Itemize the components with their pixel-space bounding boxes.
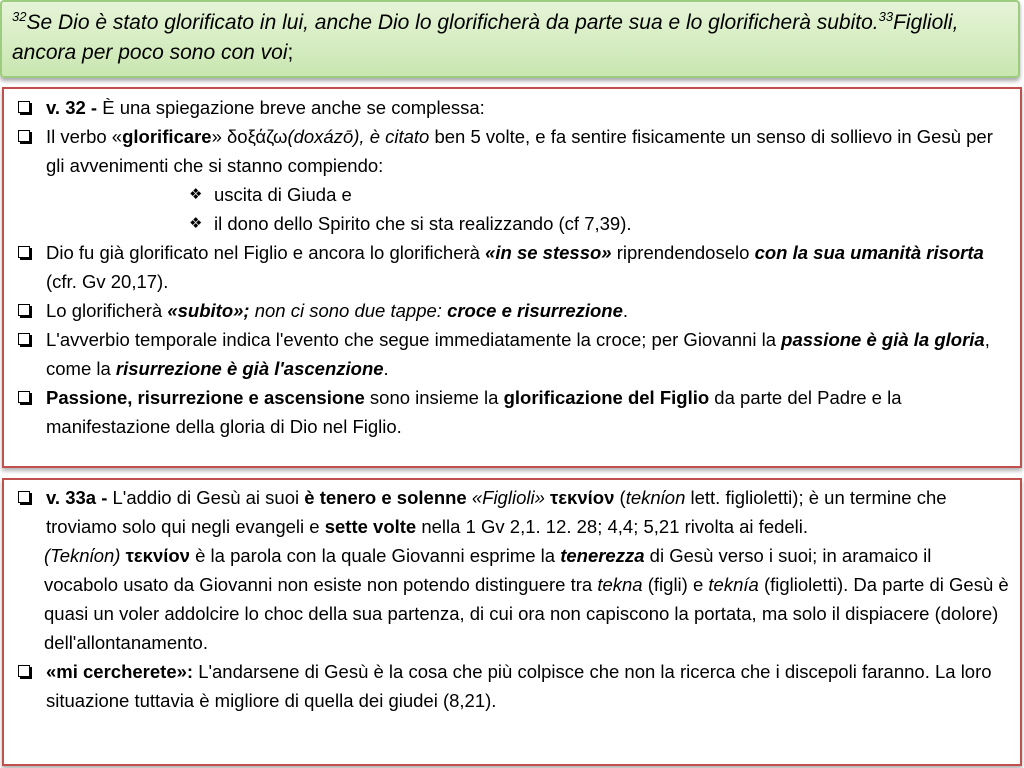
item-text: L'avverbio temporale indica l'evento che segue immediatamente la croce; per Giovanni la xyxy=(46,329,782,350)
item-italic: (Teknίon) xyxy=(44,545,121,566)
item-text: Lo glorificherà xyxy=(46,300,168,321)
verse-number-33: 33 xyxy=(878,9,894,24)
checkbox-bullet-icon xyxy=(18,101,30,113)
checkbox-bullet-icon xyxy=(18,246,30,258)
item-bold: «mi cercherete»: xyxy=(46,661,194,682)
item-text: ( xyxy=(614,487,626,508)
item-text: da parte del Padre e la manifestazione della gloria di Dio nel Figlio. xyxy=(46,387,902,437)
list-item xyxy=(14,657,1010,715)
verse-33-text: Figlioli, ancora per poco sono con voi xyxy=(12,11,959,64)
verse-ref: v. 33a - xyxy=(46,487,108,508)
checkbox-bullet-icon xyxy=(18,665,30,677)
item-italic: non ci sono due tappe: xyxy=(249,300,448,321)
verse-33-end: ; xyxy=(287,41,294,64)
item-text: Il verbo « xyxy=(46,126,123,147)
item-bold-italic: risurrezione è già l'ascenzione xyxy=(115,358,384,379)
item-text: nella 1 Gv 2,1. 12. 28; 4,4; 5,21 rivolta ai fedeli. xyxy=(416,516,809,537)
item-bold: τεκνίον xyxy=(120,545,190,566)
item-bold-italic: «subito»; xyxy=(167,300,250,321)
item-text: » δοξάζω xyxy=(211,126,288,147)
item-text: , come la xyxy=(46,329,990,379)
item-text: L'addio di Gesù ai suoi xyxy=(107,487,305,508)
item-bold: Passione, risurrezione e ascensione xyxy=(46,387,365,408)
item-bold-italic: con la sua umanità risorta xyxy=(754,242,984,263)
item-italic: tekna xyxy=(597,574,643,595)
item-text: ben 5 volte, e fa sentire fisicamente un senso di sollievo in Gesù per gli avvenimenti che si stanno compiendo: xyxy=(46,126,993,176)
item-bold-italic: passione è già la gloria xyxy=(781,329,985,350)
commentary-box-v32 xyxy=(2,87,1022,468)
list-item xyxy=(14,325,1010,383)
commentary-box-v33a xyxy=(2,478,1022,766)
item-text: . xyxy=(622,300,629,321)
item-italic: «Figlioli» xyxy=(466,487,545,508)
item-text: è la parola con la quale Giovanni esprime la xyxy=(189,545,561,566)
item-bold: sette volte xyxy=(324,516,417,537)
item-bold: τεκνίον xyxy=(544,487,615,508)
item-text: Dio fu già glorificato nel Figlio e ancora lo glorificherà xyxy=(46,242,486,263)
item-bold-italic: «in se stesso» xyxy=(485,242,612,263)
checkbox-bullet-icon xyxy=(18,130,30,142)
item-text: L'andarsene di Gesù è la cosa che più colpisce che non la ricerca che i discepoli faranno. La loro situazione tuttavia è migliore di quella dei giudei (8,21). xyxy=(46,661,992,711)
item-bold-italic: tenerezza xyxy=(560,545,645,566)
checkbox-bullet-icon xyxy=(18,491,30,503)
item-text: sono insieme la xyxy=(364,387,504,408)
verse-number-32: 32 xyxy=(12,9,27,24)
item-italic: teknía xyxy=(708,574,759,595)
item-italic: (doxázō), è citato xyxy=(287,126,430,147)
item-text: . xyxy=(383,358,389,379)
checkbox-bullet-icon xyxy=(18,304,30,316)
item-italic: teknίon xyxy=(625,487,686,508)
verse-32-text: Se Dio è stato glorificato in lui, anche Dio lo glorificherà da parte sua e lo glorificherà subito. xyxy=(26,11,879,34)
diamond-bullet-icon: ❖ xyxy=(189,186,203,203)
sub-list-item xyxy=(14,180,1010,209)
checkbox-bullet-icon xyxy=(18,333,30,345)
item-text: (figli) e xyxy=(642,574,709,595)
list-item xyxy=(14,93,1010,122)
sub-item-text: il dono dello Spirito che si sta realizzando (cf 7,39). xyxy=(214,213,632,234)
item-text: di Gesù verso i suoi; in aramaico il vocabolo usato da Giovanni non esiste non potendo distinguere tra xyxy=(44,545,932,595)
verse-header xyxy=(0,0,1020,78)
checkbox-bullet-icon xyxy=(18,391,30,403)
item-text: (cfr. Gv 20,17). xyxy=(46,271,169,292)
paragraph xyxy=(14,541,1010,657)
list-item xyxy=(14,483,1010,541)
item-text: lett. figlioletti); è un termine che troviamo solo qui negli evangeli e xyxy=(46,487,947,537)
item-bold-italic: croce e risurrezione xyxy=(447,300,623,321)
sub-list-item xyxy=(14,209,1010,238)
item-text: È una spiegazione breve anche se complessa: xyxy=(97,97,485,118)
list-item xyxy=(14,296,1010,325)
item-text: riprendendoselo xyxy=(611,242,755,263)
item-text: (figlioletti). Da parte di Gesù è quasi un voler addolcire lo choc della sua partenza, di cui ora non capiscono la portata, ma solo il dispiacere (dolore) dell'allontanamento. xyxy=(44,574,1009,653)
diamond-bullet-icon: ❖ xyxy=(189,215,203,232)
verse-ref: v. 32 - xyxy=(46,97,98,118)
item-bold: glorificare xyxy=(122,126,212,147)
item-bold: glorificazione del Figlio xyxy=(503,387,710,408)
list-item xyxy=(14,383,1010,441)
list-item xyxy=(14,122,1010,180)
sub-item-text: uscita di Giuda e xyxy=(214,184,352,205)
list-item xyxy=(14,238,1010,296)
item-bold: è tenero e solenne xyxy=(304,487,467,508)
